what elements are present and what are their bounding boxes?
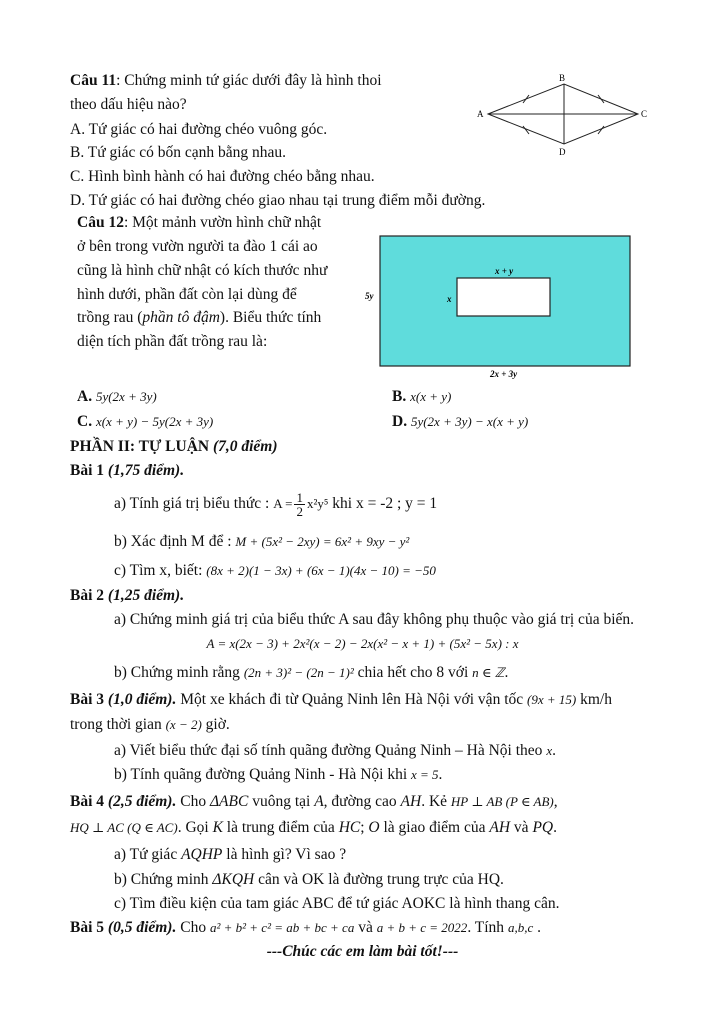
bai3-text3: giờ.	[205, 716, 230, 733]
bai5-line	[70, 918, 541, 937]
bai3-points: (1,0 điểm).	[107, 691, 177, 708]
bai4-a-text2: là hình gì? Vì sao ?	[226, 846, 347, 863]
bai4-hq: HQ ⊥ AC (Q ∈ AC)	[70, 820, 178, 835]
bai3-a-text: a) Viết biểu thức đại số tính quãng đường Quảng Ninh – Hà Nội theo	[114, 742, 543, 759]
bai3-text1: Một xe khách đi từ Quảng Ninh lên Hà Nội với vận tốc	[180, 691, 524, 708]
bai4-triangle: ΔABC	[209, 793, 249, 810]
bai5-text1: Cho	[180, 919, 207, 936]
fraction-numerator: 1	[296, 490, 303, 505]
q12-option-c-label: C.	[77, 413, 93, 430]
bai4-text7: ;	[360, 819, 365, 836]
q11-option-d: D. Tứ giác có hai đường chéo giao nhau tại trung điểm mỗi đường.	[70, 192, 486, 209]
bai1-a-text: a) Tính giá trị biểu thức :	[114, 495, 270, 513]
bai4-ah: AH	[400, 793, 422, 810]
bai3-a-var: x	[546, 743, 553, 758]
q11-option-c: C. Hình bình hành có hai đường chéo bằng nhau.	[70, 168, 375, 185]
bai3-line2	[70, 715, 230, 734]
bai1-heading	[70, 461, 184, 480]
label-inner-left: x	[447, 294, 452, 304]
q12-line4: hình dưới, phần đất còn lại dùng để	[77, 286, 297, 303]
part2-title: PHẦN II: TỰ LUẬN	[70, 438, 210, 455]
bai1-a-lhs: A =	[273, 496, 293, 512]
q12-option-a-label: A.	[77, 388, 93, 405]
bai3-title: Bài 3	[70, 691, 105, 708]
q12-option-c	[77, 412, 213, 431]
bai4-pq: PQ	[532, 819, 554, 836]
bai5-points: (0,5 điểm).	[107, 919, 177, 936]
bai1-c-text: c) Tìm x, biết:	[114, 562, 203, 579]
bai3-b-cond: x = 5	[411, 767, 439, 782]
q12-option-d-label: D.	[392, 413, 408, 430]
bai2-b-text2: chia hết cho 8 với	[357, 664, 469, 681]
q12-option-c-expr: x(x + y) − 5y(2x + 3y)	[95, 414, 214, 429]
bai3-unit: km/h	[580, 691, 612, 708]
bai4-a	[114, 845, 346, 864]
bai2-heading	[70, 586, 184, 605]
q12-option-a	[77, 387, 157, 406]
bai2-b-text1: b) Chứng minh rằng	[114, 664, 240, 681]
q12-line3: cũng là hình chữ nhật có kích thước như	[77, 262, 328, 279]
label-outer-left: 5y	[365, 291, 374, 301]
bai3-speed: (9x + 15)	[527, 692, 577, 707]
q12-line6: diện tích phần đất trồng rau là:	[77, 333, 268, 350]
q12-line2: ở bên trong vườn người ta đào 1 cái ao	[77, 238, 318, 255]
bai4-title: Bài 4	[70, 793, 105, 810]
rhombus-label-d: D	[559, 147, 566, 157]
bai2-b	[114, 663, 508, 682]
bai4-vertex-a: A	[314, 793, 324, 810]
q12-line5	[77, 308, 321, 327]
bai2-b-cond: n ∈ ℤ	[472, 665, 505, 680]
bai4-points: (2,5 điểm).	[107, 793, 177, 810]
bai4-k: K	[212, 819, 223, 836]
bai1-a-fraction	[294, 491, 305, 518]
garden-figure	[360, 232, 640, 380]
q11-line1-text: : Chứng minh tứ giác dưới đây là hình thoi	[116, 72, 382, 89]
q12-option-b-expr: x(x + y)	[410, 389, 452, 404]
q11-option-b: B. Tứ giác có bốn cạnh bằng nhau.	[70, 144, 287, 161]
q12-line1	[77, 213, 321, 232]
bai4-ah2: AH	[489, 819, 511, 836]
bai3-b-text: b) Tính quãng đường Quảng Ninh - Hà Nội khi	[114, 766, 408, 783]
bai5-text2: và	[358, 919, 373, 936]
q11-line2: theo dấu hiệu nào?	[70, 96, 187, 113]
q12-title: Câu 12	[77, 214, 124, 231]
bai4-hc: HC	[338, 819, 361, 836]
bai5-end: .	[537, 919, 541, 936]
closing-message: ---Chúc các em làm bài tốt!---	[266, 943, 459, 960]
bai4-text3: , đường cao	[323, 793, 397, 810]
bai4-text1: Cho	[180, 793, 207, 810]
bai4-hp: HP ⊥ AB (P ∈ AB)	[450, 794, 554, 809]
bai5-expr2: a + b + c = 2022	[376, 920, 468, 935]
bai2-b-expr: (2n + 3)² − (2n − 1)²	[243, 665, 354, 680]
bai1-b	[114, 532, 409, 551]
q11-line1	[70, 71, 382, 90]
q12-option-b	[392, 387, 451, 406]
q12-option-d-expr: 5y(2x + 3y) − x(x + y)	[410, 414, 529, 429]
bai1-a-monomial: x²y⁵	[306, 496, 329, 512]
part2-heading	[70, 437, 278, 456]
label-top: x + y	[495, 266, 514, 276]
bai4-b-text2: cân và OK là đường trung trực của HQ.	[258, 871, 504, 888]
q12-option-a-expr: 5y(2x + 3y)	[95, 389, 157, 404]
bai3-b: b) Tính quãng đường Quảng Ninh - Hà Nội khi x = 5.	[114, 766, 443, 783]
bai4-text4: . Kẻ	[421, 793, 448, 810]
bai3-text2: trong thời gian	[70, 716, 162, 733]
bai4-line1: Bài 4 (2,5 điểm). Cho ΔABC vuông tại A, đường cao AH. Kẻ HP ⊥ AB (P ∈ AB),	[70, 793, 558, 810]
bai1-c	[114, 561, 436, 580]
part2-points: (7,0 điểm)	[212, 438, 278, 455]
bai5-vars: a,b,c	[507, 920, 534, 935]
bai4-aqhp: AQHP	[181, 846, 223, 863]
q12-option-d	[392, 412, 528, 431]
bai3-line1	[70, 690, 612, 709]
q12-line1-text: : Một mảnh vườn hình chữ nhật	[123, 214, 322, 231]
bai1-a-condition: khi x = -2 ; y = 1	[332, 495, 438, 513]
rhombus-label-b: B	[559, 73, 566, 83]
bai2-points: (1,25 điểm).	[107, 587, 185, 604]
bai4-b-text: b) Chứng minh	[114, 871, 209, 888]
bai2-a-expr	[0, 634, 725, 653]
q12-italic-part: phần tô đậm	[142, 309, 220, 326]
bai5-expr1: a² + b² + c² = ab + bc + ca	[209, 920, 355, 935]
rhombus-figure	[470, 70, 660, 160]
label-bottom: 2x + 3y	[490, 369, 518, 379]
rhombus-label-c: C	[641, 109, 648, 119]
bai3-a: a) Viết biểu thức đại số tính quãng đường Quảng Ninh – Hà Nội theo x.	[114, 742, 556, 759]
rhombus-label-a: A	[477, 109, 484, 119]
bai4-text5: . Gọi	[177, 819, 209, 836]
bai4-text2: vuông tại	[252, 793, 311, 810]
bai5-title: Bài 5	[70, 919, 105, 936]
pond-rectangle	[457, 278, 550, 316]
q12-line5-b: ). Biểu thức tính	[219, 309, 322, 326]
bai5-text3: . Tính	[467, 919, 505, 936]
bai4-line2: HQ ⊥ AC (Q ∈ AC). Gọi K là trung điểm của HC; O là giao điểm của AH và PQ.	[70, 819, 557, 836]
bai1-a	[114, 491, 437, 518]
bai4-o: O	[368, 819, 380, 836]
bai4-a-text: a) Tứ giác	[114, 846, 178, 863]
bai2-b-end: .	[504, 664, 509, 681]
bai1-b-text: b) Xác định M để :	[114, 533, 232, 550]
q12-line5-a: trồng rau (	[77, 309, 143, 326]
fraction-denominator: 2	[296, 504, 303, 519]
bai1-c-expr: (8x + 2)(1 − 3x) + (6x − 1)(4x − 10) = −50	[206, 563, 436, 578]
bai4-b	[114, 870, 504, 889]
bai2-title: Bài 2	[70, 587, 105, 604]
bai1-b-expr: M + (5x² − 2xy) = 6x² + 9xy − y²	[235, 534, 410, 549]
bai1-points: (1,75 điểm).	[107, 462, 185, 479]
q11-option-a: A. Tứ giác có hai đường chéo vuông góc.	[70, 121, 328, 138]
bai4-text6: là trung điểm của	[226, 819, 335, 836]
q11-title: Câu 11	[70, 72, 117, 89]
bai4-kqh: ΔKQH	[212, 871, 255, 888]
bai3-time: (x − 2)	[165, 717, 202, 732]
bai4-text8: là giao điểm của	[383, 819, 486, 836]
bai1-title: Bài 1	[70, 462, 105, 479]
bai4-c: c) Tìm điều kiện của tam giác ABC để tứ giác AOKC là hình thang cân.	[114, 895, 560, 912]
bai2-a-expression: A = x(2x − 3) + 2x²(x − 2) − 2x(x² − x + 1) + (5x² − 5x) : x	[206, 636, 519, 651]
q12-option-b-label: B.	[392, 388, 407, 405]
bai2-a-text: a) Chứng minh giá trị của biểu thức A sau đây không phụ thuộc vào giá trị của biến.	[114, 611, 635, 628]
bai4-text9: và	[513, 819, 529, 836]
